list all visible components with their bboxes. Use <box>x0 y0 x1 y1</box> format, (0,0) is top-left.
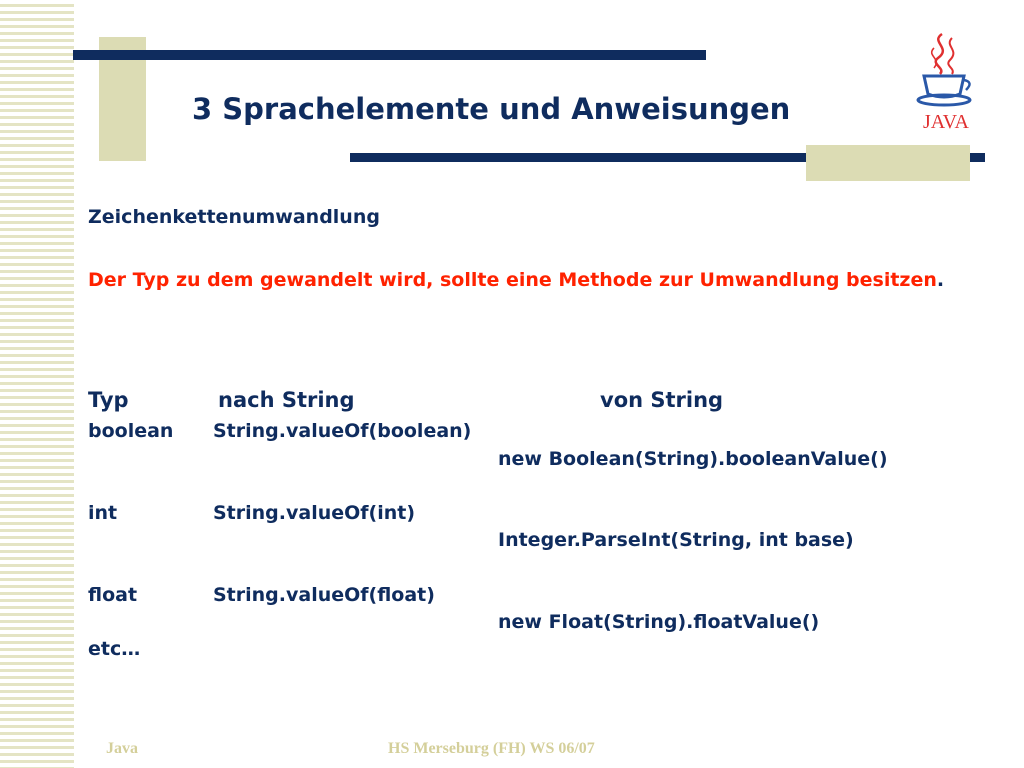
footer-center: HS Merseburg (FH) WS 06/07 <box>388 740 595 757</box>
left-stripe-decoration <box>0 0 74 768</box>
row-float-nach: String.valueOf(float) <box>213 584 435 606</box>
column-header-nach-string: nach String <box>218 388 355 412</box>
etc-text: etc… <box>88 638 141 660</box>
footer-left: Java <box>106 740 138 757</box>
slide-title: 3 Sprachelemente und Anweisungen <box>192 92 791 126</box>
row-float-von: new Float(String).floatValue() <box>498 611 820 633</box>
decor-box-right <box>806 145 970 181</box>
row-boolean-typ: boolean <box>88 420 174 442</box>
row-int-von: Integer.ParseInt(String, int base) <box>498 529 854 551</box>
java-logo-text: JAVA <box>923 111 969 133</box>
section-heading: Zeichenkettenumwandlung <box>88 206 380 228</box>
emphasis-text: Der Typ zu dem gewandelt wird, sollte eine Methode zur Umwandlung besitzen <box>88 269 937 291</box>
row-boolean-nach: String.valueOf(boolean) <box>213 420 472 442</box>
emphasis-paragraph <box>88 265 978 296</box>
row-boolean-von: new Boolean(String).booleanValue() <box>498 448 888 470</box>
row-int-typ: int <box>88 502 118 524</box>
row-float-typ: float <box>88 584 138 606</box>
column-header-von-string: von String <box>600 388 724 412</box>
java-logo-icon <box>912 28 980 136</box>
row-int-nach: String.valueOf(int) <box>213 502 416 524</box>
emphasis-period: . <box>936 269 945 291</box>
decor-bar-top <box>73 50 706 60</box>
column-header-typ: Typ <box>88 388 129 412</box>
